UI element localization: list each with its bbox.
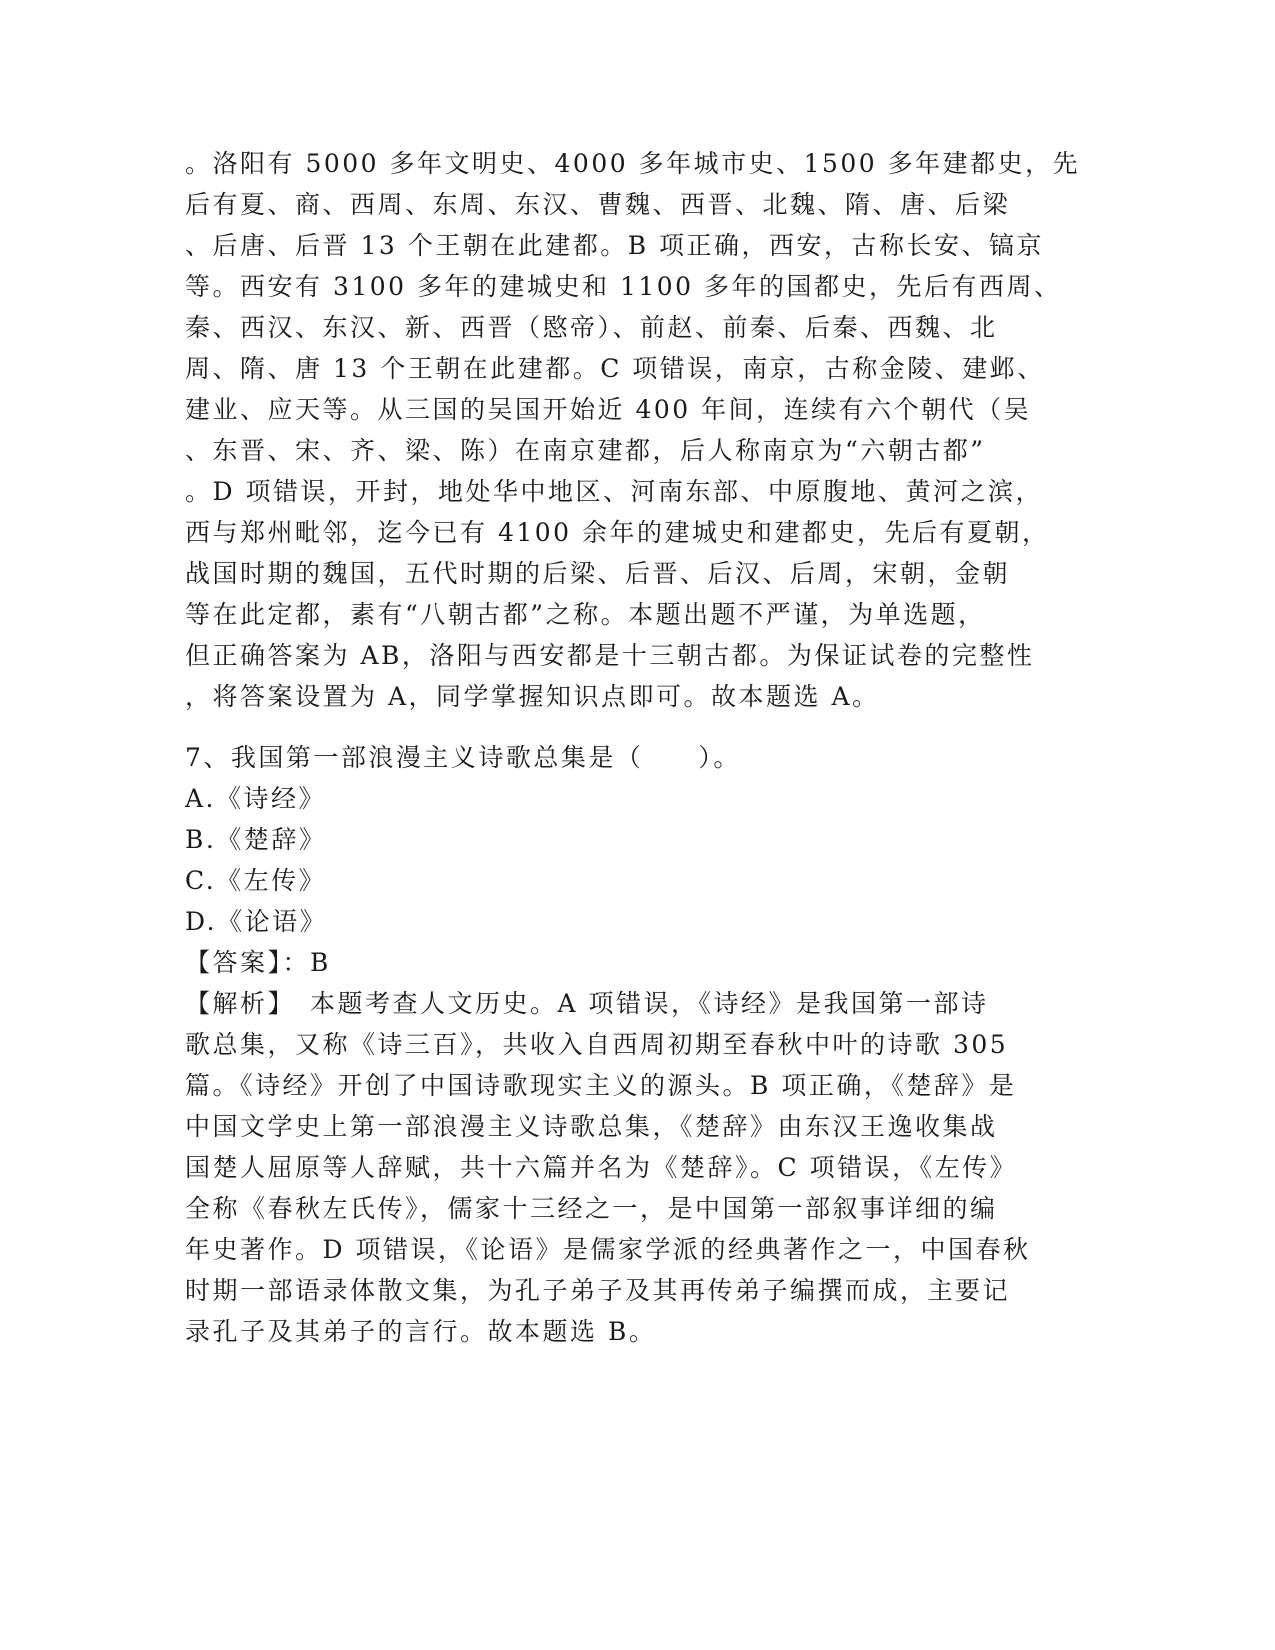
text-line: 中国文学史上第一部浪漫主义诗歌总集，《楚辞》由东汉王逸收集战 [185, 1112, 998, 1141]
text-line: 【解析】 本题考查人文历史。A 项错误，《诗经》是我国第一部诗 [185, 989, 989, 1018]
text-line: 建业、应天等。从三国的吴国开始近 400 年间，连续有六个朝代（吴 [185, 395, 1032, 424]
option-c: C.《左传》 [185, 866, 327, 895]
text-line: 。洛阳有 5000 多年文明史、4000 多年城市史、1500 多年建都史，先 [185, 149, 1081, 178]
text-line: 西与郑州毗邻，迄今已有 4100 余年的建城史和建都史，先后有夏朝， [185, 518, 1050, 547]
text-line: 全称《春秋左氏传》，儒家十三经之一，是中国第一部叙事详细的编 [185, 1194, 998, 1223]
text-line: ，将答案设置为 A，同学掌握知识点即可。故本题选 A。 [185, 682, 880, 711]
text-line: 后有夏、商、西周、东周、东汉、曹魏、西晋、北魏、隋、唐、后梁 [185, 190, 1011, 219]
text-line: 、东晋、宋、齐、梁、陈）在南京建都，后人称南京为“六朝古都” [185, 436, 986, 465]
text-line: 周、隋、唐 13 个王朝在此建都。C 项错误，南京，古称金陵、建邺、 [185, 354, 1045, 383]
answer-line: 【答案】：B [185, 948, 331, 977]
text-line: 秦、西汉、东汉、新、西晋（愍帝）、前赵、前秦、后秦、西魏、北 [185, 313, 998, 342]
option-d: D.《论语》 [185, 907, 328, 936]
text-line: 。D 项错误，开封，地处华中地区、河南东部、中原腹地、黄河之滨， [185, 477, 1043, 506]
text-line: 但正确答案为 AB，洛阳与西安都是十三朝古都。为保证试卷的完整性 [185, 641, 1035, 670]
text-line: 等在此定都，素有“八朝古都”之称。本题出题不严谨，为单选题， [185, 600, 986, 629]
text-line: 等。西安有 3100 多年的建城史和 1100 多年的国都史，先后有西周、 [185, 272, 1062, 301]
text-line: 时期一部语录体散文集，为孔子弟子及其再传弟子编撰而成，主要记 [185, 1276, 1011, 1305]
text-line: 歌总集，又称《诗三百》，共收入自西周初期至春秋中叶的诗歌 305 [185, 1030, 1009, 1059]
question-stem: 7、我国第一部浪漫主义诗歌总集是（ ）。 [185, 743, 741, 772]
text-line: 、后唐、后晋 13 个王朝在此建都。B 项正确，西安，古称长安、镐京 [185, 231, 1045, 260]
option-a: A.《诗经》 [185, 784, 327, 813]
text-line: 国楚人屈原等人辞赋，共十六篇并名为《楚辞》。C 项错误，《左传》 [185, 1153, 1018, 1182]
text-line: 年史著作。D 项错误，《论语》是儒家学派的经典著作之一，中国春秋 [185, 1235, 1031, 1264]
text-line: 录孔子及其弟子的言行。故本题选 B。 [185, 1317, 657, 1346]
option-b: B.《楚辞》 [185, 825, 327, 854]
text-line: 篇。《诗经》开创了中国诗歌现实主义的源头。B 项正确，《楚辞》是 [185, 1071, 1017, 1100]
text-line: 战国时期的魏国，五代时期的后梁、后晋、后汉、后周，宋朝，金朝 [185, 559, 1011, 588]
